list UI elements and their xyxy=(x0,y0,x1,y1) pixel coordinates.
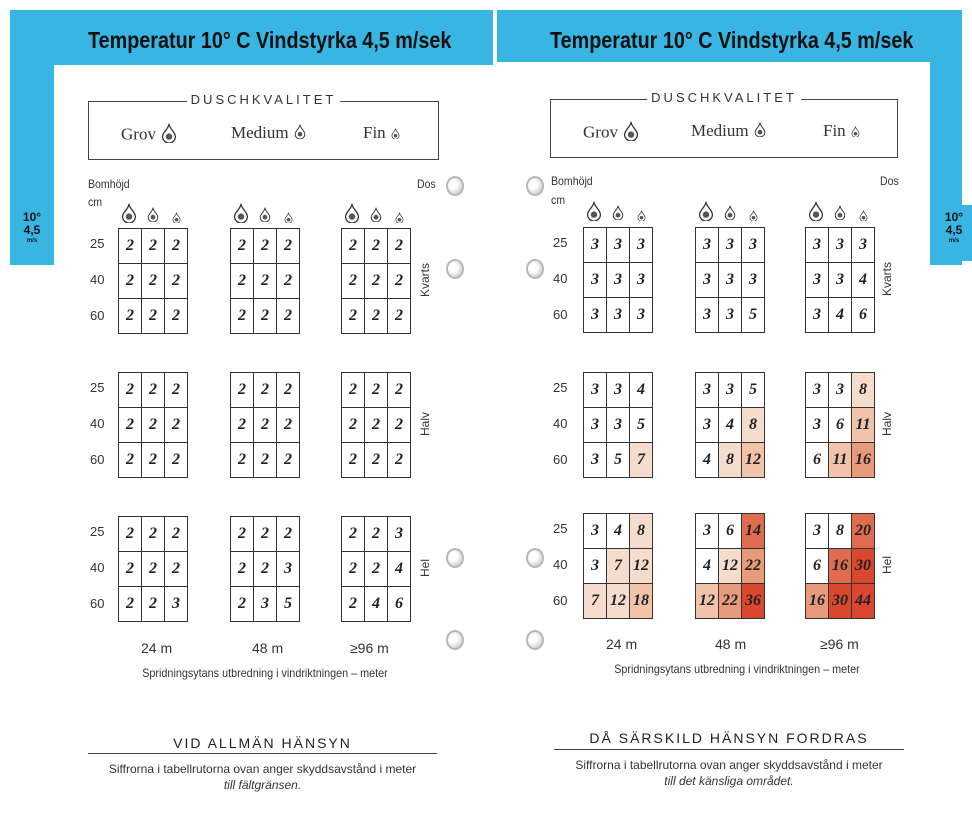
table-cell: 3 xyxy=(388,517,411,552)
table-cell: 4 xyxy=(365,587,388,622)
bomhojd-row-label: 40 xyxy=(90,560,105,575)
table-cell: 16 xyxy=(852,443,875,478)
table-cell: 5 xyxy=(607,443,630,478)
table-cell: 3 xyxy=(584,263,607,298)
bomhojd-row-label: 25 xyxy=(553,521,568,536)
table-cell: 2 xyxy=(388,443,411,478)
right-footer-text: Siffrorna i tabellrutorna ovan anger skyddsavstånd i meter till det känsliga området. xyxy=(575,758,883,788)
duschkvalitet-title: DUSCHKVALITET xyxy=(187,92,341,107)
table-cell: 2 xyxy=(254,229,277,264)
table-cell: 3 xyxy=(806,298,829,333)
table-cell: 5 xyxy=(742,298,765,333)
table-cell: 6 xyxy=(806,443,829,478)
duschkvalitet-title: DUSCHKVALITET xyxy=(647,90,801,105)
table-cell: 8 xyxy=(719,443,742,478)
bomhojd-row-label: 40 xyxy=(553,271,568,286)
distance-table xyxy=(805,513,875,619)
left-side-tab xyxy=(10,205,54,261)
table-cell: 2 xyxy=(342,443,365,478)
table-cell: 2 xyxy=(277,408,300,443)
table-cell: 2 xyxy=(142,264,165,299)
table-cell: 7 xyxy=(584,584,607,619)
table-cell: 2 xyxy=(231,408,254,443)
table-cell: 2 xyxy=(119,229,142,264)
table-cell: 2 xyxy=(231,373,254,408)
table-cell: 8 xyxy=(742,408,765,443)
bomhojd-row-label: 25 xyxy=(90,380,105,395)
fin-label: Fin xyxy=(823,121,860,142)
small-drop-icon xyxy=(284,210,293,228)
large-drop-icon xyxy=(808,201,824,226)
tab-wind: 4,5 xyxy=(945,223,963,237)
table-cell: 2 xyxy=(277,373,300,408)
binder-ring xyxy=(526,176,544,196)
table-cell: 2 xyxy=(277,299,300,334)
left-distance-48: 48 m xyxy=(252,640,284,656)
table-cell: 6 xyxy=(719,514,742,549)
table-cell: 36 xyxy=(742,584,765,619)
distance-table xyxy=(118,372,188,478)
distance-table xyxy=(583,372,653,478)
bomhojd-row-label: 25 xyxy=(553,235,568,250)
table-cell: 2 xyxy=(254,264,277,299)
table-cell: 2 xyxy=(119,299,142,334)
small-drop-icon xyxy=(391,124,400,144)
table-cell: 6 xyxy=(388,587,411,622)
medium-drop-icon xyxy=(370,207,382,227)
table-cell: 6 xyxy=(829,408,852,443)
table-cell: 2 xyxy=(342,408,365,443)
right-spread-note: Spridningsytans utbredning i vindriktningen – meter xyxy=(614,662,860,676)
table-cell: 3 xyxy=(852,228,875,263)
table-cell: 3 xyxy=(584,373,607,408)
right-bomhojd-label: Bomhöjd xyxy=(551,174,593,188)
distance-table xyxy=(341,516,411,622)
table-cell: 2 xyxy=(254,373,277,408)
binder-ring xyxy=(446,259,464,279)
table-cell: 8 xyxy=(852,373,875,408)
medium-drop-icon xyxy=(724,205,736,225)
binder-ring xyxy=(446,176,464,196)
table-cell: 3 xyxy=(607,298,630,333)
table-cell: 5 xyxy=(277,587,300,622)
table-cell: 3 xyxy=(696,298,719,333)
table-cell: 3 xyxy=(696,408,719,443)
left-footer-divider xyxy=(88,753,437,754)
table-cell: 14 xyxy=(742,514,765,549)
medium-drop-icon xyxy=(754,122,766,142)
table-cell: 6 xyxy=(806,549,829,584)
table-cell: 2 xyxy=(342,229,365,264)
tab-unit: m/s xyxy=(26,238,38,244)
distance-table xyxy=(695,372,765,478)
left-footer-text: Siffrorna i tabellrutorna ovan anger skyddsavstånd i meter till fältgränsen. xyxy=(108,762,417,792)
table-cell: 3 xyxy=(607,408,630,443)
small-drop-icon xyxy=(851,122,860,142)
table-cell: 7 xyxy=(630,443,653,478)
medium-drop-icon xyxy=(294,124,306,144)
medium-drop-icon xyxy=(259,207,271,227)
right-side-tab xyxy=(934,205,972,261)
large-drop-icon xyxy=(586,201,602,226)
bomhojd-row-label: 25 xyxy=(553,380,568,395)
table-cell: 3 xyxy=(584,549,607,584)
table-cell: 11 xyxy=(852,408,875,443)
table-cell: 2 xyxy=(165,552,188,587)
table-cell: 2 xyxy=(277,264,300,299)
table-cell: 3 xyxy=(584,514,607,549)
right-distance-48: 48 m xyxy=(715,636,747,652)
fin-label: Fin xyxy=(363,123,400,144)
dos-level-label: Halv xyxy=(418,412,432,437)
bomhojd-row-label: 40 xyxy=(553,416,568,431)
table-cell: 2 xyxy=(254,408,277,443)
table-cell: 2 xyxy=(277,443,300,478)
right-cm-label: cm xyxy=(551,193,566,207)
table-cell: 3 xyxy=(607,228,630,263)
table-cell: 2 xyxy=(165,517,188,552)
distance-table xyxy=(118,516,188,622)
table-cell: 4 xyxy=(388,552,411,587)
table-cell: 16 xyxy=(806,584,829,619)
left-footer-title: VID ALLMÄN HÄNSYN xyxy=(173,735,352,751)
tab-temp: 10° xyxy=(944,210,964,224)
dos-level-label: Kvarts xyxy=(418,263,432,298)
table-cell: 2 xyxy=(342,552,365,587)
table-cell: 2 xyxy=(388,373,411,408)
large-drop-icon xyxy=(623,121,639,146)
table-cell: 2 xyxy=(365,552,388,587)
table-cell: 3 xyxy=(696,263,719,298)
bomhojd-row-label: 40 xyxy=(90,272,105,287)
binder-ring xyxy=(446,548,464,568)
dos-level-label: Kvarts xyxy=(880,262,894,297)
table-cell: 2 xyxy=(142,229,165,264)
table-cell: 3 xyxy=(719,228,742,263)
right-dos-label: Dos xyxy=(880,174,899,188)
table-cell: 2 xyxy=(342,373,365,408)
table-cell: 2 xyxy=(119,552,142,587)
table-cell: 2 xyxy=(365,408,388,443)
table-cell: 8 xyxy=(630,514,653,549)
table-cell: 3 xyxy=(277,552,300,587)
table-cell: 3 xyxy=(165,587,188,622)
medium-drop-icon xyxy=(147,207,159,227)
table-cell: 2 xyxy=(277,229,300,264)
table-cell: 2 xyxy=(119,408,142,443)
table-cell: 3 xyxy=(806,228,829,263)
table-cell: 3 xyxy=(584,408,607,443)
table-cell: 4 xyxy=(719,408,742,443)
left-bomhojd-label: Bomhöjd xyxy=(88,177,130,191)
table-cell: 2 xyxy=(119,373,142,408)
binder-ring xyxy=(526,548,544,568)
table-cell: 3 xyxy=(742,263,765,298)
dos-level-label: Hel xyxy=(418,559,432,578)
distance-table xyxy=(341,228,411,334)
bomhojd-row-label: 25 xyxy=(90,524,105,539)
table-cell: 2 xyxy=(342,299,365,334)
table-cell: 2 xyxy=(388,408,411,443)
table-cell: 2 xyxy=(365,264,388,299)
small-drop-icon xyxy=(637,208,646,226)
table-cell: 12 xyxy=(742,443,765,478)
table-cell: 4 xyxy=(696,443,719,478)
table-cell: 3 xyxy=(806,373,829,408)
distance-table xyxy=(230,228,300,334)
bomhojd-row-label: 60 xyxy=(553,452,568,467)
right-distance-24: 24 m xyxy=(606,636,638,652)
table-cell: 16 xyxy=(829,549,852,584)
table-cell: 3 xyxy=(829,263,852,298)
bomhojd-row-label: 60 xyxy=(90,596,105,611)
table-cell: 4 xyxy=(630,373,653,408)
table-cell: 3 xyxy=(829,228,852,263)
table-cell: 3 xyxy=(719,373,742,408)
table-cell: 4 xyxy=(852,263,875,298)
table-cell: 3 xyxy=(806,514,829,549)
table-cell: 4 xyxy=(696,549,719,584)
large-drop-icon xyxy=(233,203,249,228)
tab-temp: 10° xyxy=(22,210,42,224)
table-cell: 22 xyxy=(742,549,765,584)
table-cell: 2 xyxy=(142,408,165,443)
table-cell: 5 xyxy=(630,408,653,443)
medium-label: Medium xyxy=(691,121,766,142)
table-cell: 2 xyxy=(142,373,165,408)
left-cm-label: cm xyxy=(88,195,103,209)
bomhojd-row-label: 25 xyxy=(90,236,105,251)
table-cell: 2 xyxy=(119,264,142,299)
large-drop-icon xyxy=(161,123,177,148)
bomhojd-row-label: 60 xyxy=(553,593,568,608)
bomhojd-row-label: 60 xyxy=(553,307,568,322)
table-cell: 12 xyxy=(719,549,742,584)
table-cell: 2 xyxy=(254,552,277,587)
distance-table xyxy=(118,228,188,334)
grov-label: Grov xyxy=(121,123,177,148)
medium-drop-icon xyxy=(612,205,624,225)
table-cell: 20 xyxy=(852,514,875,549)
table-cell: 3 xyxy=(696,228,719,263)
table-cell: 2 xyxy=(365,229,388,264)
table-cell: 2 xyxy=(388,299,411,334)
table-cell: 12 xyxy=(607,584,630,619)
table-cell: 2 xyxy=(231,229,254,264)
right-distance-96: ≥96 m xyxy=(820,636,859,652)
table-cell: 3 xyxy=(607,263,630,298)
table-cell: 4 xyxy=(829,298,852,333)
table-cell: 3 xyxy=(806,408,829,443)
medium-drop-icon xyxy=(834,205,846,225)
table-cell: 44 xyxy=(852,584,875,619)
table-cell: 2 xyxy=(365,517,388,552)
table-cell: 2 xyxy=(119,517,142,552)
table-cell: 3 xyxy=(630,263,653,298)
large-drop-icon xyxy=(344,203,360,228)
table-cell: 2 xyxy=(165,264,188,299)
table-cell: 3 xyxy=(742,228,765,263)
table-cell: 2 xyxy=(231,299,254,334)
table-cell: 2 xyxy=(119,443,142,478)
medium-label: Medium xyxy=(231,123,306,144)
table-cell: 2 xyxy=(231,264,254,299)
bomhojd-row-label: 60 xyxy=(90,452,105,467)
table-cell: 11 xyxy=(829,443,852,478)
binder-ring xyxy=(526,630,544,650)
table-cell: 2 xyxy=(365,299,388,334)
table-cell: 2 xyxy=(142,517,165,552)
small-drop-icon xyxy=(395,210,404,228)
distance-table xyxy=(695,513,765,619)
bomhojd-row-label: 40 xyxy=(553,557,568,572)
right-footer-divider xyxy=(554,749,904,750)
table-cell: 2 xyxy=(165,229,188,264)
table-cell: 3 xyxy=(584,298,607,333)
table-cell: 3 xyxy=(607,373,630,408)
table-cell: 2 xyxy=(254,443,277,478)
table-cell: 3 xyxy=(696,514,719,549)
distance-table xyxy=(341,372,411,478)
table-cell: 2 xyxy=(342,264,365,299)
table-cell: 3 xyxy=(630,298,653,333)
binder-ring xyxy=(446,630,464,650)
binder-ring xyxy=(526,259,544,279)
table-cell: 2 xyxy=(342,517,365,552)
left-dos-label: Dos xyxy=(417,177,436,191)
distance-table xyxy=(230,516,300,622)
table-cell: 3 xyxy=(584,443,607,478)
table-cell: 2 xyxy=(231,587,254,622)
table-cell: 3 xyxy=(719,263,742,298)
table-cell: 2 xyxy=(231,517,254,552)
left-duschkvalitet-box xyxy=(88,92,439,160)
distance-table xyxy=(695,227,765,333)
table-cell: 3 xyxy=(254,587,277,622)
bomhojd-row-label: 60 xyxy=(90,308,105,323)
left-distance-24: 24 m xyxy=(141,640,173,656)
table-cell: 12 xyxy=(696,584,719,619)
large-drop-icon xyxy=(121,203,137,228)
table-cell: 2 xyxy=(254,299,277,334)
table-cell: 2 xyxy=(365,443,388,478)
table-cell: 2 xyxy=(142,299,165,334)
distance-table xyxy=(805,227,875,333)
table-cell: 2 xyxy=(119,587,142,622)
table-cell: 30 xyxy=(829,584,852,619)
right-duschkvalitet-box xyxy=(550,90,898,158)
small-drop-icon xyxy=(749,208,758,226)
table-cell: 3 xyxy=(584,228,607,263)
table-cell: 30 xyxy=(852,549,875,584)
table-cell: 2 xyxy=(165,373,188,408)
table-cell: 7 xyxy=(607,549,630,584)
table-cell: 2 xyxy=(342,587,365,622)
right-page-title: Temperatur 10° C Vindstyrka 4,5 m/sek xyxy=(550,27,914,53)
dos-level-label: Halv xyxy=(880,412,894,437)
table-cell: 2 xyxy=(165,299,188,334)
distance-table xyxy=(583,227,653,333)
table-cell: 2 xyxy=(388,264,411,299)
table-cell: 3 xyxy=(829,373,852,408)
table-cell: 2 xyxy=(277,517,300,552)
small-drop-icon xyxy=(172,210,181,228)
left-page-title: Temperatur 10° C Vindstyrka 4,5 m/sek xyxy=(88,27,452,53)
left-spread-note: Spridningsytans utbredning i vindriktningen – meter xyxy=(142,666,388,680)
table-cell: 2 xyxy=(231,552,254,587)
small-drop-icon xyxy=(859,208,868,226)
grov-label: Grov xyxy=(583,121,639,146)
table-cell: 2 xyxy=(165,443,188,478)
large-drop-icon xyxy=(698,201,714,226)
table-cell: 2 xyxy=(231,443,254,478)
table-cell: 3 xyxy=(806,263,829,298)
table-cell: 18 xyxy=(630,584,653,619)
table-cell: 2 xyxy=(142,443,165,478)
distance-table xyxy=(805,372,875,478)
table-cell: 5 xyxy=(742,373,765,408)
tab-unit: m/s xyxy=(948,238,960,244)
left-distance-96: ≥96 m xyxy=(350,640,389,656)
tab-wind: 4,5 xyxy=(23,223,41,237)
table-cell: 2 xyxy=(388,229,411,264)
table-cell: 8 xyxy=(829,514,852,549)
bomhojd-row-label: 40 xyxy=(90,416,105,431)
table-cell: 2 xyxy=(165,408,188,443)
table-cell: 3 xyxy=(630,228,653,263)
table-cell: 12 xyxy=(630,549,653,584)
table-cell: 2 xyxy=(254,517,277,552)
table-cell: 3 xyxy=(719,298,742,333)
dos-level-label: Hel xyxy=(880,556,894,575)
distance-table xyxy=(583,513,653,619)
table-cell: 6 xyxy=(852,298,875,333)
table-cell: 2 xyxy=(142,552,165,587)
table-cell: 4 xyxy=(607,514,630,549)
table-cell: 2 xyxy=(142,587,165,622)
table-cell: 22 xyxy=(719,584,742,619)
distance-table xyxy=(230,372,300,478)
right-footer-title: DÅ SÄRSKILD HÄNSYN FORDRAS xyxy=(589,730,869,746)
table-cell: 2 xyxy=(365,373,388,408)
table-cell: 3 xyxy=(696,373,719,408)
